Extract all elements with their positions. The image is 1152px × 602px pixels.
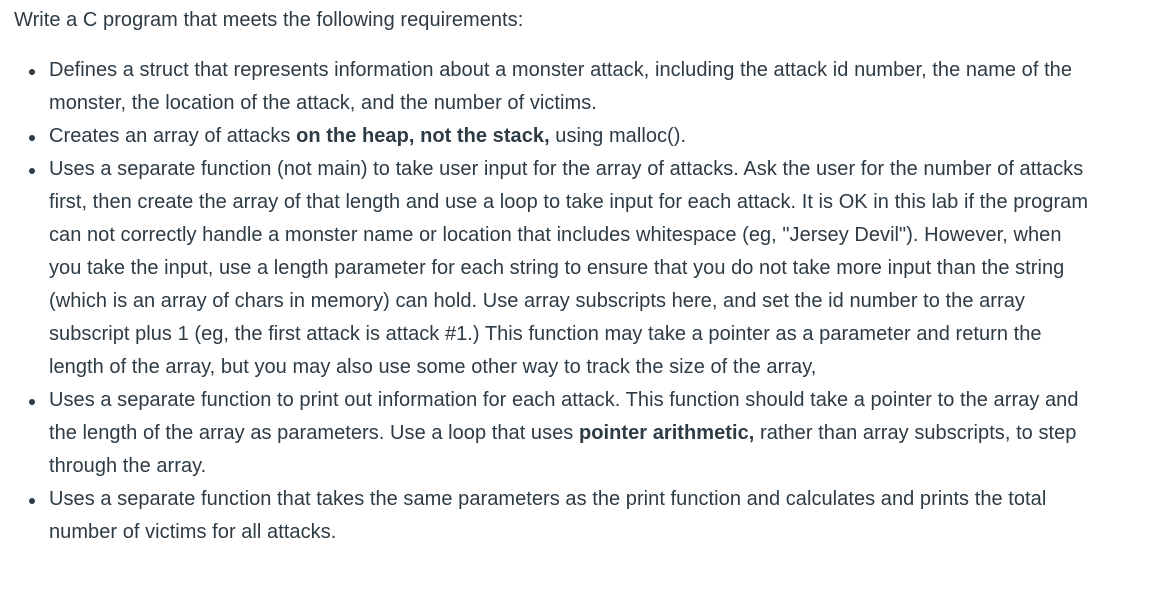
requirement-text-after: using malloc(). — [549, 125, 687, 147]
requirement-bold-text: pointer arithmetic, — [578, 422, 755, 444]
requirement-text: Uses a separate function (not main) to take user input for the array of attacks. Ask the user for the number of attacks first, then create the array of that length and use a loop to take input for each attack. It is OK in this lab if the program can not correctly handle a monster name or location that includes whitespace (eg, "Jersey Devil"). However, when you take the input, use a length parameter for each string to ensure that you do not take more input than the string (which is an array of chars in memory) can hold. Use array subscripts here, and set the id number to the array subscript plus 1 (eg, the first attack is attack #1.) This function may take a pointer as a parameter and return the length of the array, but you may also use some other way to track the size of the array, — [49, 158, 1089, 378]
requirement-struct — [49, 54, 1099, 120]
requirement-print-function — [49, 384, 1099, 483]
requirement-bold-text: on the heap, not the stack, — [296, 125, 550, 147]
bullet-dot — [29, 399, 35, 405]
requirement-text-before: Uses a separate function to print out information for each attack. This function should take a pointer to the array and the length of the array as parameters. Use a loop that uses — [49, 389, 1079, 444]
requirement-total-victims-function — [49, 483, 1099, 549]
bullet-dot — [29, 168, 35, 174]
requirements-list — [14, 54, 1152, 549]
requirement-text: Defines a struct that represents information about a monster attack, including the attack id number, the name of the monster, the location of the attack, and the number of victims. — [49, 59, 1073, 114]
requirement-input-function — [49, 153, 1099, 384]
bullet-dot — [29, 498, 35, 504]
bullet-dot — [29, 135, 35, 141]
requirement-text-before: Creates an array of attacks — [49, 125, 297, 147]
intro-text: Write a C program that meets the following requirements: — [14, 9, 524, 31]
bullet-dot — [29, 69, 35, 75]
requirement-heap-array — [49, 120, 1099, 153]
requirement-text: Uses a separate function that takes the same parameters as the print function and calculates and prints the total number of victims for all attacks. — [49, 488, 1047, 543]
requirement-text-after: rather than array subscripts, to step through the array. — [49, 422, 1077, 477]
